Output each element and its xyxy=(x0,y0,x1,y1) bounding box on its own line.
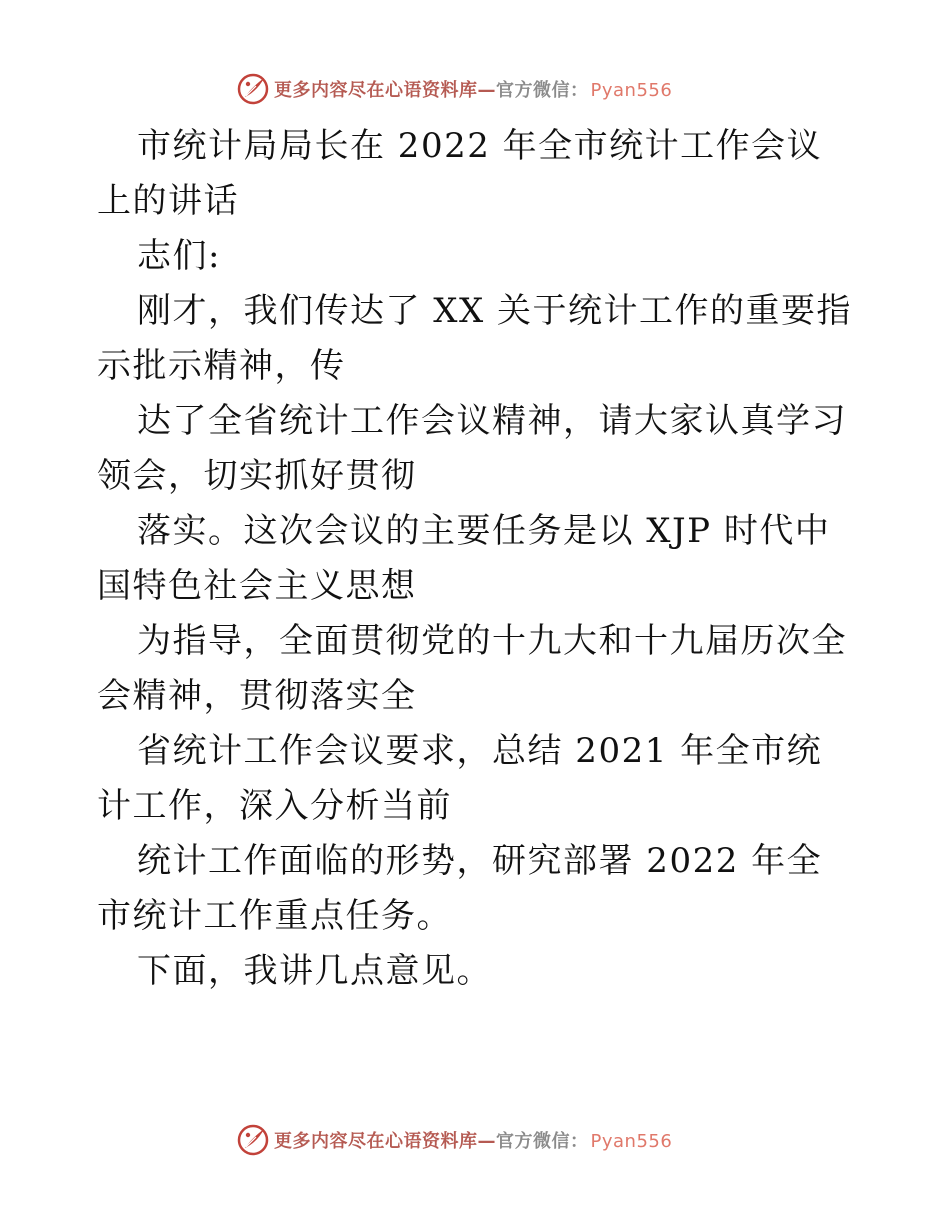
header-watermark xyxy=(236,72,672,106)
watermark-site: 更多内容尽在心语资料库 xyxy=(274,1131,478,1152)
watermark-separator: — xyxy=(477,1131,496,1152)
body-paragraph: 为指导，全面贯彻党的十九大和十九届历次全会精神，贯彻落实全 xyxy=(97,621,847,716)
salutation: 志们: xyxy=(137,236,221,276)
watermark-account: Pyan556 xyxy=(590,1131,673,1152)
watermark-label: 官方微信： xyxy=(496,80,589,101)
watermark-account: Pyan556 xyxy=(590,80,673,101)
body-paragraph: 省统计工作会议要求，总结 2021 年全市统计工作，深入分析当前 xyxy=(97,731,823,826)
quill-logo-icon xyxy=(236,1123,270,1157)
watermark-text xyxy=(274,1127,672,1153)
watermark-text xyxy=(274,76,672,102)
body-paragraph: 统计工作面临的形势，研究部署 2022 年全市统计工作重点任务。 xyxy=(97,841,823,936)
document-body xyxy=(97,119,857,999)
watermark-label: 官方微信： xyxy=(496,1131,589,1152)
footer-watermark xyxy=(236,1123,672,1157)
body-paragraph: 落实。这次会议的主要任务是以 XJP 时代中国特色社会主义思想 xyxy=(97,511,831,606)
body-paragraph: 刚才，我们传达了 XX 关于统计工作的重要指示批示精神，传 xyxy=(97,291,853,386)
document-title: 市统计局局长在 2022 年全市统计工作会议上的讲话 xyxy=(97,126,823,221)
watermark-separator: — xyxy=(477,80,496,101)
closing-paragraph: 下面，我讲几点意见。 xyxy=(137,951,492,991)
quill-logo-icon xyxy=(236,72,270,106)
body-paragraph: 达了全省统计工作会议精神，请大家认真学习领会，切实抓好贯彻 xyxy=(97,401,847,496)
watermark-site: 更多内容尽在心语资料库 xyxy=(274,80,478,101)
